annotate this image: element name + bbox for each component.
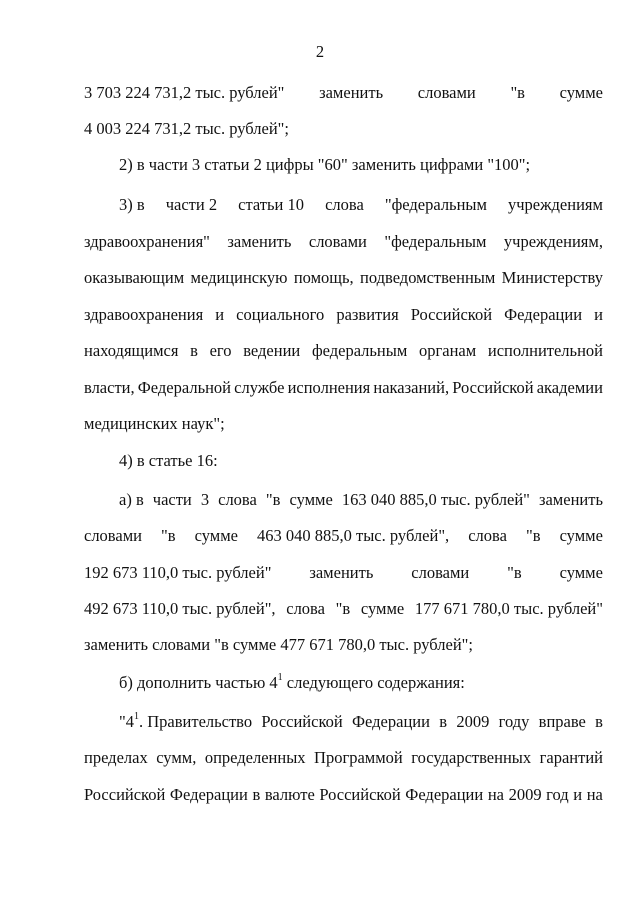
word: слова	[468, 526, 507, 545]
word: Российской	[261, 712, 343, 731]
word: и	[573, 785, 583, 804]
word: и	[215, 305, 225, 324]
word: слова	[325, 195, 364, 214]
word: находящимся	[84, 341, 179, 360]
word: год	[546, 785, 569, 804]
word: его	[209, 341, 232, 360]
word: заменить	[538, 490, 603, 509]
word: помощь,	[293, 268, 354, 287]
text-line-3: 2) в части 3 статьи 2 цифры "60" заменить цифрами "100";	[119, 155, 531, 174]
word: 192 673 110,0 тыс. рублей"	[84, 563, 272, 582]
word: сумме	[194, 526, 238, 545]
word: сумм,	[156, 748, 197, 767]
text-line-13	[84, 526, 603, 546]
word: Федерации	[504, 305, 583, 324]
word: Российской	[319, 785, 401, 804]
word: исполнения	[287, 378, 371, 397]
word: словами	[84, 526, 142, 545]
word: заменить	[319, 83, 384, 102]
word: в	[252, 785, 261, 804]
word: сумме	[559, 563, 603, 582]
word: 492 673 110,0 тыс. рублей",	[84, 599, 276, 618]
word: сумме	[559, 83, 603, 102]
text-line-14	[84, 563, 603, 583]
text-line-15	[84, 599, 603, 619]
word: а) в	[119, 490, 144, 509]
word: исполнительной	[487, 341, 603, 360]
word: органам	[418, 341, 477, 360]
word: Программой	[314, 748, 403, 767]
word: словами	[308, 232, 367, 251]
word: "федеральным	[384, 195, 487, 214]
word: федеральным	[311, 341, 408, 360]
page-number: 2	[315, 42, 325, 61]
word: Федерации	[352, 712, 430, 731]
word: Федерации	[405, 785, 484, 804]
text-line-20	[84, 785, 603, 805]
text-line-2: 4 003 224 731,2 тыс. рублей";	[84, 119, 290, 138]
text-line-17	[119, 673, 465, 693]
word: в	[595, 712, 603, 731]
word: наказаний,	[373, 378, 450, 397]
word: Российской	[452, 378, 534, 397]
text-line-1	[84, 83, 603, 103]
superscript: 1	[277, 671, 283, 683]
word: части 2	[165, 195, 218, 214]
word: Российской	[410, 305, 493, 324]
superscript: 1	[134, 710, 139, 722]
word: 463 040 885,0 тыс. рублей",	[257, 526, 450, 545]
text-line-19	[84, 748, 603, 768]
word: развития	[336, 305, 399, 324]
word: валюте	[264, 785, 315, 804]
word: "федеральным	[384, 232, 487, 251]
word: "в	[335, 599, 351, 618]
word: Российской	[84, 785, 166, 804]
text-line-6	[84, 268, 603, 288]
word: на	[586, 785, 603, 804]
word: году	[498, 712, 530, 731]
word: и	[594, 305, 603, 324]
text-line-7	[84, 305, 603, 325]
text-fragment: "4	[119, 712, 134, 731]
word: "в	[507, 563, 522, 582]
word: академии	[536, 378, 603, 397]
word: в	[190, 341, 198, 360]
word: подведомственным	[360, 268, 496, 287]
word: сумме	[289, 490, 333, 509]
word: статьи 10	[238, 195, 304, 214]
text-line-4	[119, 195, 603, 215]
word: заменить	[309, 563, 374, 582]
word: 163 040 885,0 тыс. рублей"	[341, 490, 530, 509]
word: государственных	[411, 748, 532, 767]
word: 2009	[456, 712, 490, 731]
word: сумме	[360, 599, 405, 618]
text-fragment: следующего содержания:	[282, 673, 465, 692]
text-line-10: медицинских наук";	[84, 414, 225, 433]
word: сумме	[559, 526, 603, 545]
text-line-12	[119, 490, 603, 510]
word: вправе	[538, 712, 586, 731]
word: на	[487, 785, 504, 804]
word: слова	[218, 490, 257, 509]
word: "в	[265, 490, 281, 509]
word: заменить	[227, 232, 292, 251]
word: Федерации	[169, 785, 248, 804]
word: учреждениям	[508, 195, 603, 214]
word: пределах	[84, 748, 148, 767]
text-line-18	[119, 712, 603, 732]
word: 3 703 224 731,2 тыс. рублей"	[84, 83, 285, 102]
word: "в	[526, 526, 541, 545]
text-line-11: 4) в статье 16:	[119, 451, 218, 470]
word: гарантий	[539, 748, 603, 767]
word: словами	[411, 563, 470, 582]
text-fragment: . Правительство	[139, 712, 253, 731]
word: части	[152, 490, 192, 509]
word: учреждениям,	[503, 232, 603, 251]
text-line-5	[84, 232, 603, 252]
text-line-9	[84, 378, 603, 398]
word: оказывающим	[84, 268, 185, 287]
word: "в	[510, 83, 525, 102]
word: Федеральной	[137, 378, 232, 397]
word: 2009	[508, 785, 542, 804]
word: словами	[417, 83, 476, 102]
word: определенных	[204, 748, 306, 767]
word: власти,	[84, 378, 135, 397]
word: здравоохранения	[84, 305, 204, 324]
word: медицинскую	[190, 268, 288, 287]
word	[119, 712, 252, 732]
word: здравоохранения"	[84, 232, 210, 251]
word: в	[439, 712, 448, 731]
word: ведении	[243, 341, 301, 360]
text-line-8	[84, 341, 603, 361]
word: слова	[286, 599, 325, 618]
word: "в	[161, 526, 176, 545]
word: 3) в	[119, 195, 145, 214]
word: 3	[200, 490, 210, 509]
word: службе	[234, 378, 285, 397]
word: 177 671 780,0 тыс. рублей"	[414, 599, 603, 618]
word: Министерству	[501, 268, 603, 287]
text-line-16: заменить словами "в сумме 477 671 780,0 тыс. рублей";	[84, 635, 473, 654]
text-fragment: б) дополнить частью 4	[119, 673, 278, 692]
word: социального	[236, 305, 325, 324]
